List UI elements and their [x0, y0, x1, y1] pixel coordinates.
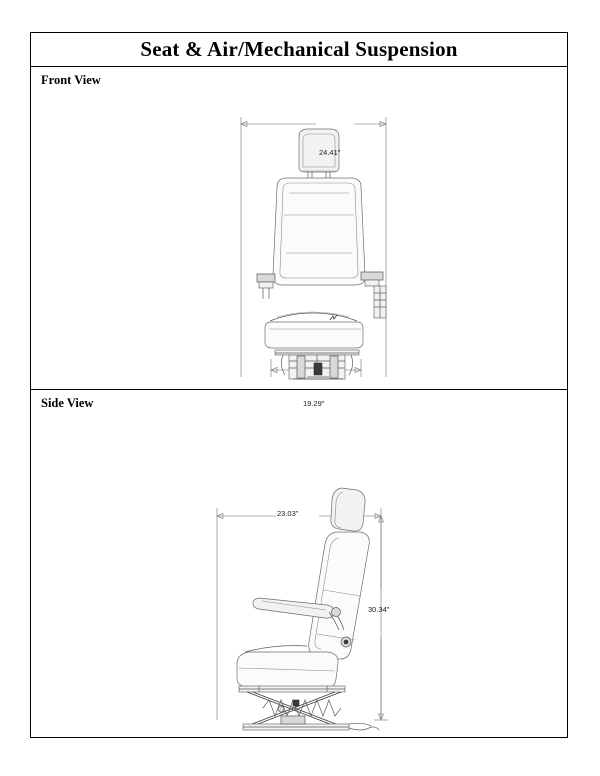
armrest-left-front [257, 274, 275, 299]
front-width-top-label: 24.41" [319, 148, 341, 157]
seat-emblem [330, 315, 337, 320]
side-depth-label: 23.03" [277, 509, 299, 518]
seat-back-front [273, 178, 365, 285]
front-view-drawing [31, 67, 567, 389]
seat-cushion-side [237, 646, 338, 689]
front-view-svg [31, 67, 569, 390]
front-view-label: Front View [41, 73, 101, 87]
side-view-panel [31, 390, 567, 738]
page-title: Seat & Air/Mechanical Suspension [140, 37, 458, 61]
drawing-sheet [30, 32, 568, 738]
front-width-bottom-label: 19.29" [303, 399, 325, 408]
side-height-label: 30.34" [368, 605, 390, 614]
side-control-knob [341, 637, 351, 647]
side-view-label: Side View [41, 396, 94, 410]
armrest-right-front [361, 272, 386, 318]
suspension-front [275, 350, 359, 379]
seat-back-side [309, 532, 370, 659]
seat-cushion-front [265, 312, 363, 348]
suspension-side [239, 686, 379, 730]
side-view-svg [31, 390, 569, 738]
title-band [31, 33, 567, 67]
headrest-side [331, 488, 365, 531]
side-view-drawing [31, 390, 567, 738]
